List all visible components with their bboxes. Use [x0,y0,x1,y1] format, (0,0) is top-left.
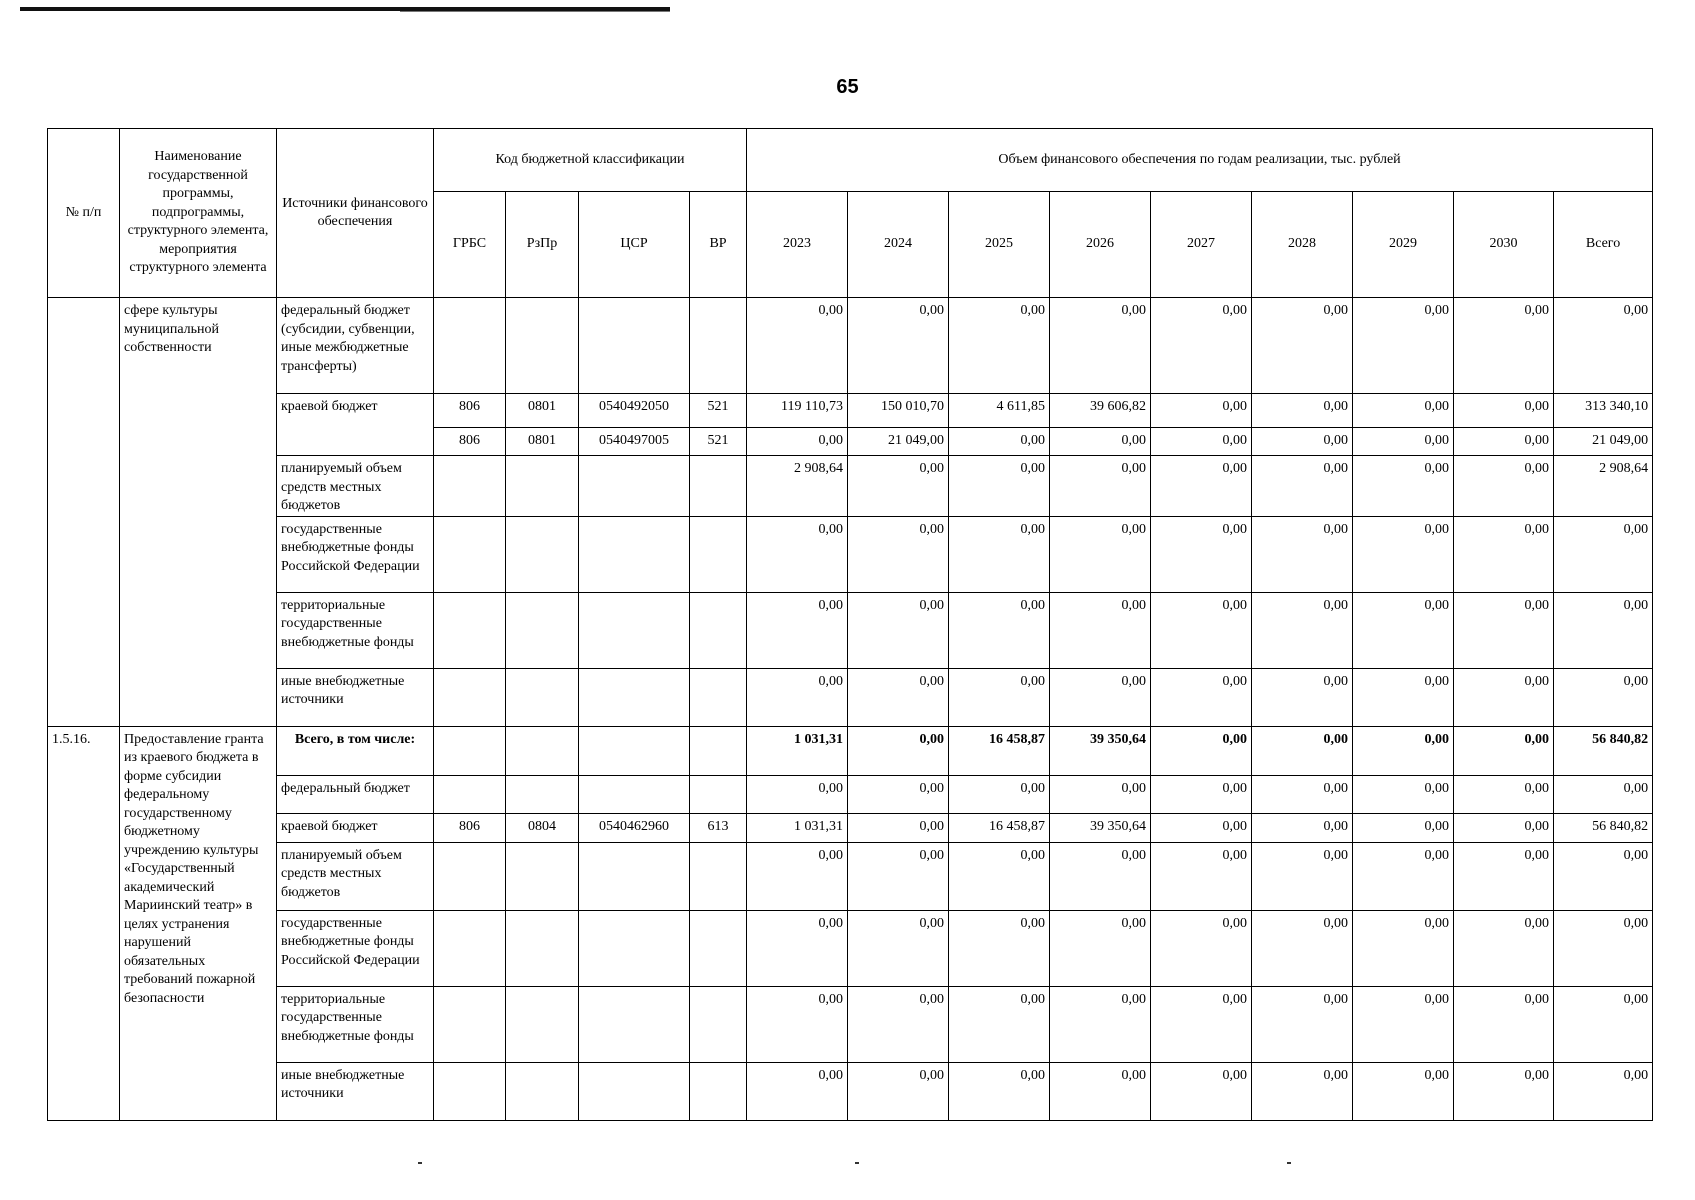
value-cell: 0,00 [848,592,949,668]
value-cell: 0,00 [1151,842,1252,910]
vr-cell [690,1062,747,1120]
vr-cell: 521 [690,428,747,456]
csr-cell: 0540462960 [579,813,690,842]
value-cell: 0,00 [1050,428,1151,456]
row-name: Предоставление гранта из краевого бюджета в форме субсидии федеральному государственному бюджетному учреждению культуры «Государственный академический Мариинский театр» в целях устранения нарушений обязательных требований пожарной безопасности [120,726,277,1120]
value-cell: 0,00 [1454,813,1554,842]
value-cell: 0,00 [1151,298,1252,394]
value-cell: 0,00 [1454,986,1554,1062]
value-cell: 0,00 [1151,726,1252,775]
value-cell: 0,00 [747,986,848,1062]
total-cell: 0,00 [1554,592,1653,668]
rzpr-cell [506,775,579,813]
value-cell: 0,00 [1454,394,1554,428]
header-year: 2025 [949,192,1050,298]
value-cell: 39 350,64 [1050,726,1151,775]
table-row [48,592,1653,668]
rzpr-cell [506,516,579,592]
value-cell: 0,00 [1151,428,1252,456]
value-cell: 0,00 [1454,592,1554,668]
rzpr-cell [506,668,579,726]
source-cell: иные внебюджетные источники [277,668,434,726]
value-cell: 0,00 [848,775,949,813]
value-cell: 0,00 [1252,775,1353,813]
value-cell: 0,00 [747,668,848,726]
value-cell: 0,00 [949,592,1050,668]
value-cell: 0,00 [1252,1062,1353,1120]
value-cell: 0,00 [1353,726,1454,775]
rzpr-cell [506,842,579,910]
csr-cell: 0540492050 [579,394,690,428]
value-cell: 0,00 [747,775,848,813]
value-cell: 0,00 [1050,910,1151,986]
total-cell: 0,00 [1554,986,1653,1062]
header-year: 2027 [1151,192,1252,298]
value-cell: 1 031,31 [747,726,848,775]
value-cell: 0,00 [1454,910,1554,986]
source-cell-total: Всего, в том числе: [277,726,434,775]
value-cell: 0,00 [949,668,1050,726]
value-cell: 0,00 [747,842,848,910]
header-grbs: ГРБС [434,192,506,298]
grbs-cell: 806 [434,394,506,428]
value-cell: 0,00 [1252,592,1353,668]
value-cell: 0,00 [848,726,949,775]
value-cell: 2 908,64 [747,456,848,517]
value-cell: 0,00 [1353,842,1454,910]
total-cell: 0,00 [1554,775,1653,813]
csr-cell [579,842,690,910]
value-cell: 0,00 [1353,813,1454,842]
csr-cell [579,516,690,592]
value-cell: 0,00 [949,986,1050,1062]
scan-mark [1287,1162,1291,1164]
table-row [48,516,1653,592]
row-name: сфере культуры муниципальной собственности [120,298,277,727]
value-cell: 0,00 [747,592,848,668]
csr-cell [579,726,690,775]
vr-cell: 613 [690,813,747,842]
grbs-cell: 806 [434,428,506,456]
vr-cell: 521 [690,394,747,428]
rzpr-cell [506,910,579,986]
value-cell: 0,00 [1353,1062,1454,1120]
total-cell: 0,00 [1554,910,1653,986]
value-cell: 0,00 [1454,842,1554,910]
value-cell: 0,00 [1454,668,1554,726]
total-cell: 56 840,82 [1554,726,1653,775]
total-cell: 313 340,10 [1554,394,1653,428]
grbs-cell [434,516,506,592]
header-name: Наименование государственной программы, подпрограммы, структурного элемента, мероприятия структурного элемента [120,129,277,298]
value-cell: 0,00 [747,428,848,456]
value-cell: 1 031,31 [747,813,848,842]
value-cell: 0,00 [1454,775,1554,813]
value-cell: 0,00 [1151,1062,1252,1120]
row-num [48,298,120,727]
value-cell: 0,00 [747,1062,848,1120]
csr-cell [579,592,690,668]
value-cell: 0,00 [1454,428,1554,456]
vr-cell [690,842,747,910]
value-cell: 0,00 [1454,1062,1554,1120]
value-cell: 0,00 [949,910,1050,986]
table-row [48,668,1653,726]
source-cell: планируемый объем средств местных бюджетов [277,842,434,910]
value-cell: 0,00 [1252,298,1353,394]
value-cell: 0,00 [1151,456,1252,517]
header-year: 2023 [747,192,848,298]
header-code-group: Код бюджетной классификации [434,129,747,192]
rzpr-cell: 0804 [506,813,579,842]
value-cell: 0,00 [1353,668,1454,726]
value-cell: 0,00 [1454,516,1554,592]
header-csr: ЦСР [579,192,690,298]
value-cell: 0,00 [1252,986,1353,1062]
value-cell: 0,00 [1252,910,1353,986]
value-cell: 0,00 [1050,842,1151,910]
value-cell: 0,00 [1151,775,1252,813]
value-cell: 4 611,85 [949,394,1050,428]
header-rzpr: РзПр [506,192,579,298]
value-cell: 0,00 [1353,910,1454,986]
table-header [48,129,1653,298]
source-cell: краевой бюджет [277,394,434,456]
value-cell: 0,00 [1454,298,1554,394]
value-cell: 0,00 [1252,842,1353,910]
value-cell: 0,00 [1050,668,1151,726]
value-cell: 0,00 [848,516,949,592]
table-row [48,298,1653,394]
source-cell: территориальные государственные внебюджетные фонды [277,592,434,668]
value-cell: 0,00 [949,842,1050,910]
value-cell: 0,00 [1050,775,1151,813]
value-cell: 0,00 [1353,592,1454,668]
value-cell: 0,00 [848,986,949,1062]
scan-mark [418,1162,422,1164]
header-year: 2026 [1050,192,1151,298]
value-cell: 0,00 [848,298,949,394]
value-cell: 0,00 [848,813,949,842]
header-year: 2030 [1454,192,1554,298]
grbs-cell [434,986,506,1062]
grbs-cell [434,592,506,668]
value-cell: 0,00 [1252,428,1353,456]
rzpr-cell [506,456,579,517]
value-cell: 0,00 [1050,1062,1151,1120]
table-row [48,394,1653,428]
value-cell: 0,00 [1252,456,1353,517]
value-cell: 0,00 [949,298,1050,394]
value-cell: 16 458,87 [949,813,1050,842]
value-cell: 0,00 [1151,394,1252,428]
value-cell: 0,00 [747,298,848,394]
value-cell: 0,00 [1353,456,1454,517]
scan-mark [855,1162,859,1164]
value-cell: 0,00 [1252,726,1353,775]
grbs-cell [434,726,506,775]
value-cell: 0,00 [1151,910,1252,986]
source-cell: краевой бюджет [277,813,434,842]
rzpr-cell [506,726,579,775]
value-cell: 0,00 [1151,516,1252,592]
source-cell: планируемый объем средств местных бюджетов [277,456,434,517]
rzpr-cell [506,986,579,1062]
vr-cell [690,726,747,775]
header-total: Всего [1554,192,1653,298]
value-cell: 0,00 [848,910,949,986]
value-cell: 0,00 [1050,986,1151,1062]
value-cell: 0,00 [1353,775,1454,813]
value-cell: 0,00 [848,842,949,910]
grbs-cell [434,298,506,394]
value-cell: 0,00 [949,1062,1050,1120]
value-cell: 0,00 [747,516,848,592]
value-cell: 150 010,70 [848,394,949,428]
value-cell: 0,00 [1353,516,1454,592]
value-cell: 16 458,87 [949,726,1050,775]
value-cell: 39 606,82 [1050,394,1151,428]
value-cell: 119 110,73 [747,394,848,428]
csr-cell [579,910,690,986]
value-cell: 21 049,00 [848,428,949,456]
grbs-cell [434,910,506,986]
table-row [48,910,1653,986]
vr-cell [690,775,747,813]
value-cell: 0,00 [1050,592,1151,668]
csr-cell [579,1062,690,1120]
value-cell: 0,00 [949,775,1050,813]
source-cell: государственные внебюджетные фонды Российской Федерации [277,516,434,592]
csr-cell [579,298,690,394]
budget-table [47,128,1653,1121]
value-cell: 0,00 [1454,456,1554,517]
table-row [48,842,1653,910]
value-cell: 0,00 [1050,298,1151,394]
table-row [48,456,1653,517]
total-cell: 0,00 [1554,516,1653,592]
value-cell: 0,00 [1252,516,1353,592]
value-cell: 0,00 [1151,813,1252,842]
total-cell: 2 908,64 [1554,456,1653,517]
total-cell: 21 049,00 [1554,428,1653,456]
csr-cell [579,456,690,517]
value-cell: 0,00 [1353,298,1454,394]
vr-cell [690,298,747,394]
value-cell: 0,00 [848,456,949,517]
header-year: 2024 [848,192,949,298]
vr-cell [690,910,747,986]
rzpr-cell [506,298,579,394]
value-cell: 0,00 [1151,986,1252,1062]
rzpr-cell: 0801 [506,428,579,456]
table-row [48,1062,1653,1120]
total-cell: 0,00 [1554,842,1653,910]
value-cell: 0,00 [949,456,1050,517]
header-num: № п/п [48,129,120,298]
total-cell: 0,00 [1554,1062,1653,1120]
source-cell: иные внебюджетные источники [277,1062,434,1120]
value-cell: 0,00 [1151,592,1252,668]
table-body [48,298,1653,1121]
rzpr-cell: 0801 [506,394,579,428]
grbs-cell [434,668,506,726]
csr-cell [579,775,690,813]
value-cell: 0,00 [1353,394,1454,428]
total-cell: 0,00 [1554,668,1653,726]
table-row [48,986,1653,1062]
csr-cell [579,986,690,1062]
page-number: 65 [836,76,859,98]
value-cell: 0,00 [1353,428,1454,456]
table-row [48,726,1653,775]
grbs-cell: 806 [434,813,506,842]
vr-cell [690,668,747,726]
header-vr: ВР [690,192,747,298]
csr-cell: 0540497005 [579,428,690,456]
vr-cell [690,592,747,668]
value-cell: 0,00 [1050,516,1151,592]
value-cell: 0,00 [1252,813,1353,842]
total-cell: 0,00 [1554,298,1653,394]
source-cell: государственные внебюджетные фонды Российской Федерации [277,910,434,986]
source-cell: территориальные государственные внебюджетные фонды [277,986,434,1062]
csr-cell [579,668,690,726]
rzpr-cell [506,592,579,668]
source-cell: федеральный бюджет (субсидии, субвенции, иные межбюджетные трансферты) [277,298,434,394]
vr-cell [690,986,747,1062]
rzpr-cell [506,1062,579,1120]
row-num: 1.5.16. [48,726,120,1120]
value-cell: 0,00 [848,1062,949,1120]
header-source: Источники финансового обеспечения [277,129,434,298]
total-cell: 56 840,82 [1554,813,1653,842]
top-rule-thin [400,11,670,12]
grbs-cell [434,842,506,910]
vr-cell [690,516,747,592]
value-cell: 0,00 [949,428,1050,456]
value-cell: 0,00 [848,668,949,726]
table-row [48,775,1653,813]
header-year: 2028 [1252,192,1353,298]
grbs-cell [434,456,506,517]
table-row [48,813,1653,842]
value-cell: 0,00 [1050,456,1151,517]
value-cell: 0,00 [1353,986,1454,1062]
value-cell: 0,00 [1252,668,1353,726]
value-cell: 0,00 [1454,726,1554,775]
value-cell: 0,00 [1151,668,1252,726]
value-cell: 39 350,64 [1050,813,1151,842]
vr-cell [690,456,747,517]
header-year: 2029 [1353,192,1454,298]
value-cell: 0,00 [747,910,848,986]
header-volume-group: Объем финансового обеспечения по годам реализации, тыс. рублей [747,129,1653,192]
source-cell: федеральный бюджет [277,775,434,813]
value-cell: 0,00 [1252,394,1353,428]
grbs-cell [434,1062,506,1120]
grbs-cell [434,775,506,813]
value-cell: 0,00 [949,516,1050,592]
